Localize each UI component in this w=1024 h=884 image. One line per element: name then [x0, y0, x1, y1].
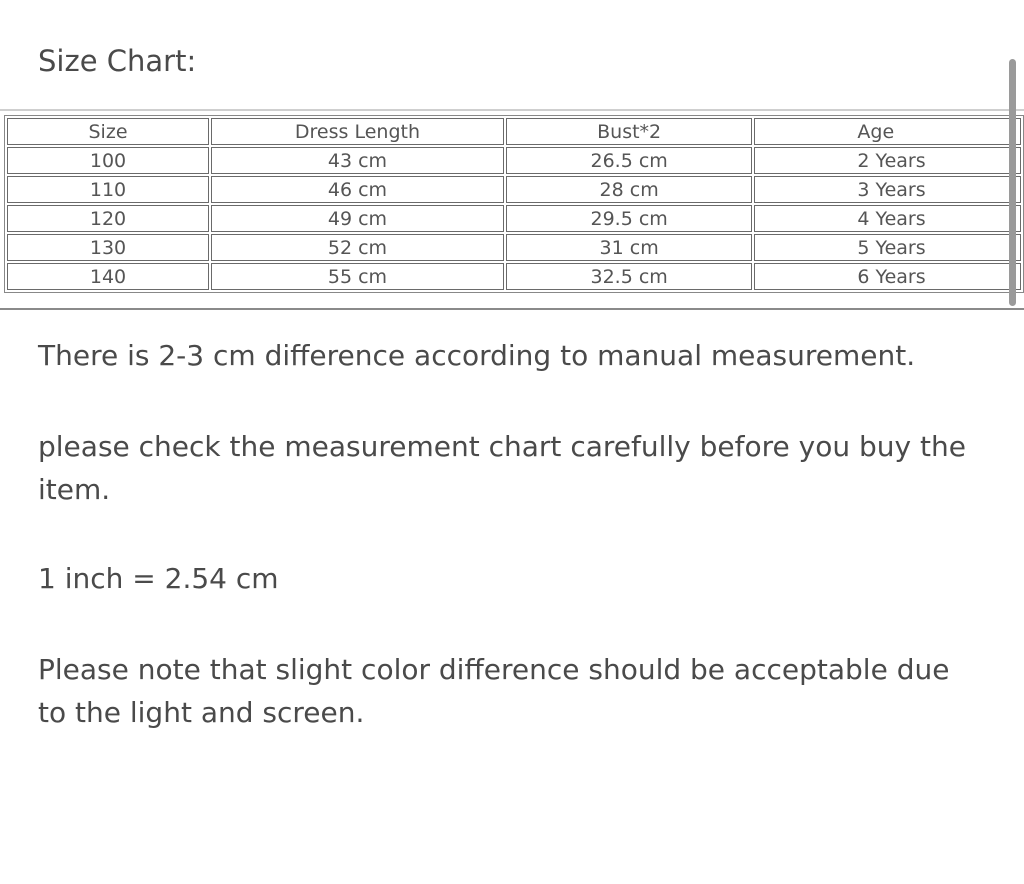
cell-size: 100 [7, 147, 209, 174]
cell-dress-length: 49 cm [211, 205, 504, 232]
cell-bust: 32.5 cm [506, 263, 753, 290]
header-age: Age [754, 118, 1021, 145]
cell-dress-length: 52 cm [211, 234, 504, 261]
cell-size: 110 [7, 176, 209, 203]
cell-dress-length: 46 cm [211, 176, 504, 203]
cell-age: 6 Years [754, 263, 1021, 290]
cell-size: 120 [7, 205, 209, 232]
table-row [7, 147, 1021, 174]
header-size: Size [7, 118, 209, 145]
cell-dress-length: 43 cm [211, 147, 504, 174]
size-chart-table-image [0, 109, 1024, 310]
cell-dress-length: 55 cm [211, 263, 504, 290]
table-row [7, 176, 1021, 203]
header-bust: Bust*2 [506, 118, 753, 145]
cell-size: 130 [7, 234, 209, 261]
size-chart-heading: Size Chart: [38, 44, 197, 78]
cell-bust: 31 cm [506, 234, 753, 261]
color-difference-note: Please note that slight color difference should be acceptable due to the light and screen. [38, 653, 950, 729]
inch-conversion-text: 1 inch = 2.54 cm [38, 562, 279, 595]
cell-size: 140 [7, 263, 209, 290]
table-row [7, 263, 1021, 290]
cell-bust: 29.5 cm [506, 205, 753, 232]
cell-age: 4 Years [754, 205, 1021, 232]
table-row [7, 205, 1021, 232]
table-row [7, 234, 1021, 261]
vertical-scrollbar-thumb[interactable] [1009, 59, 1016, 306]
measurement-difference-text: There is 2-3 cm difference according to manual measurement. [38, 339, 916, 372]
check-chart-text: please check the measurement chart carefully before you buy the item. [38, 430, 966, 506]
cell-age: 2 Years [754, 147, 1021, 174]
cell-bust: 28 cm [506, 176, 753, 203]
size-chart-table [4, 115, 1024, 293]
cell-age: 3 Years [754, 176, 1021, 203]
header-dress-length: Dress Length [211, 118, 504, 145]
table-header-row [7, 118, 1021, 145]
cell-age: 5 Years [754, 234, 1021, 261]
cell-bust: 26.5 cm [506, 147, 753, 174]
